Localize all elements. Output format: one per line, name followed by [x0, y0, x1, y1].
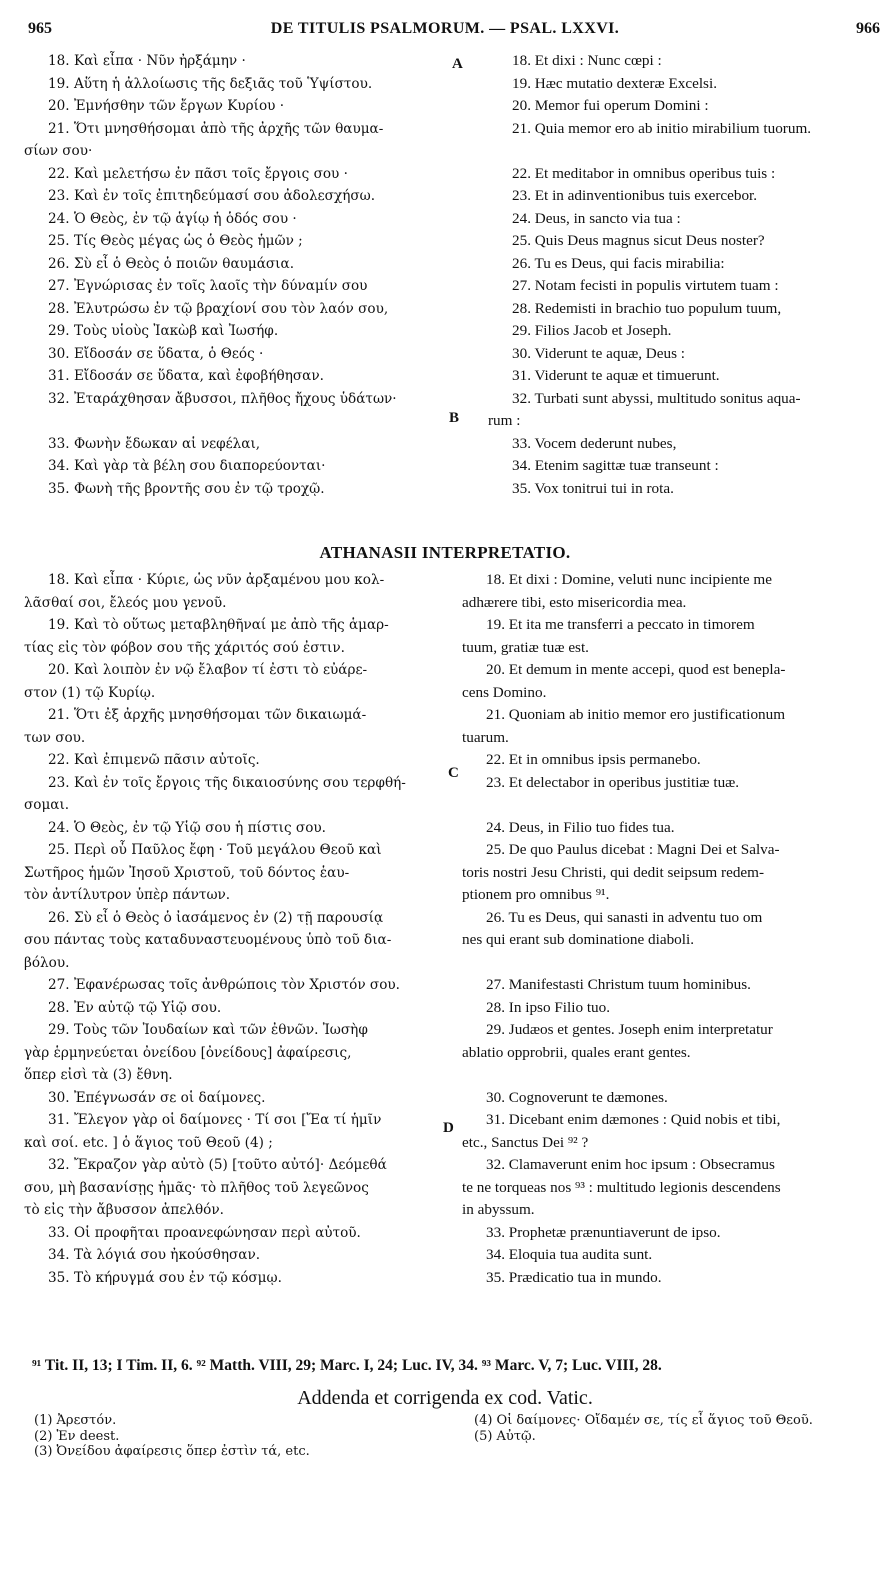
addenda-title: Addenda et corrigenda ex cod. Vatic.	[297, 1387, 593, 1409]
text-line: 34. Τὰ λόγιά σου ἠκούσθησαν.	[48, 1247, 261, 1263]
page-number-right: 966	[856, 20, 880, 37]
text-line: 19. Αὕτη ἡ ἀλλοίωσις τῆς δεξιᾶς τοῦ Ὑψίστου.	[48, 75, 373, 92]
text-line: τὸ εἰς τὴν ἄβυσσον ἀπελθόν.	[24, 1202, 224, 1218]
text-line: 34. Καὶ γὰρ τὰ βέλη σου διαπορεύονται·	[48, 458, 326, 474]
text-line: 23. Et delectabor in operibus justitiæ tuæ.	[486, 773, 740, 791]
text-line: 18. Et dixi : Domine, veluti nunc incipiente me	[486, 571, 772, 588]
section-title: ATHANASII INTERPRETATIO.	[319, 543, 571, 562]
running-header	[0, 20, 890, 42]
text-line: 24. Ὁ Θεὸς, ἐν τῷ ἁγίῳ ἡ ὁδός σου ·	[48, 210, 297, 227]
text-line: 35. Φωνὴ τῆς βροντῆς σου ἐν τῷ τροχῷ.	[48, 480, 325, 497]
addenda-item: (1) Ἀρεστόν.	[34, 1413, 117, 1428]
text-line: 21. Ὅτι ἐξ ἀρχῆς μνησθήσομαι τῶν δικαιωμά-	[48, 707, 367, 723]
text-line: 25. Quis Deus magnus sicut Deus noster?	[512, 232, 765, 249]
text-line: 27. Manifestasti Christum tuum hominibus.	[486, 976, 751, 993]
text-line	[462, 1064, 882, 1087]
text-line: ptionem pro omnibus ⁹¹.	[462, 886, 610, 903]
text-line: 33. Vocem dederunt nubes,	[512, 434, 677, 452]
text-line: in abyssum.	[462, 1201, 535, 1218]
running-title: DE TITULIS PSALMORUM. — PSAL. LXXVI.	[270, 20, 620, 37]
text-line: 26. Σὺ εἶ ὁ Θεὸς ὁ ἰασάμενος ἐν (2) τῇ παρουσίᾳ	[48, 909, 384, 926]
text-line: 23. Et in adinventionibus tuis exercebor.	[512, 187, 758, 204]
interpretation-greek-column	[24, 569, 454, 1289]
text-line: 19. Καὶ τὸ οὕτως μεταβληθῆναί με ἀπὸ τῆς ἁμαρ-	[48, 617, 389, 633]
psalm-latin-column	[488, 50, 883, 500]
text-line	[24, 410, 454, 433]
text-line: 24. Deus, in Filio tuo fides tua.	[486, 818, 675, 836]
text-line: 35. Prædicatio tua in mundo.	[486, 1268, 662, 1286]
text-line: 32. Turbati sunt abyssi, multitudo sonitus aqua-	[512, 389, 801, 407]
interpretation-latin-column	[462, 569, 882, 1289]
text-line: καὶ σοί. etc. ] ὁ ἅγιος τοῦ Θεοῦ (4) ;	[24, 1134, 273, 1151]
text-line: γὰρ ἑρμηνεύεται ὀνείδου [ὀνείδους] ἀφαίρεσις,	[24, 1044, 352, 1061]
text-line: 20. Ἐμνήσθην τῶν ἔργων Κυρίου ·	[48, 98, 285, 114]
text-line: λᾶσθαί σοι, ἔλεός μου γενοῦ.	[24, 594, 227, 611]
text-line: 23. Καὶ ἐν τοῖς ἐπιτηδεύμασί σου ἀδολεσχήσω.	[48, 188, 376, 204]
addenda-item: (2) Ἐν deest.	[34, 1428, 120, 1444]
text-line: te ne torqueas nos ⁹³ : multitudo legionis descendens	[462, 1178, 781, 1196]
text-line: 32. Ἐταράχθησαν ἄβυσσοι, πλῆθος ἤχους ὑδάτων·	[48, 390, 397, 407]
text-line: 28. Ἐν αὐτῷ τῷ Υἱῷ σου.	[48, 999, 222, 1016]
text-line: 26. Tu es Deus, qui facis mirabilia:	[512, 254, 725, 272]
text-line	[462, 794, 882, 817]
text-line: 31. Εἴδοσάν σε ὕδατα, καὶ ἐφοβήθησαν.	[48, 368, 324, 384]
addenda-right	[474, 1413, 813, 1444]
text-line: rum :	[488, 412, 521, 429]
text-line: 24. Deus, in sancto via tua :	[512, 209, 681, 227]
text-line: nes qui erant sub dominatione diaboli.	[462, 931, 694, 948]
text-line: 35. Τὸ κήρυγμά σου ἐν τῷ κόσμῳ.	[48, 1269, 282, 1286]
text-line: 21. Quia memor ero ab initio mirabilium tuorum.	[512, 119, 812, 137]
text-line: 33. Οἱ προφῆται προανεφώνησαν περὶ αὐτοῦ.	[48, 1224, 361, 1241]
text-line	[488, 140, 883, 163]
text-line: 30. Cognoverunt te dæmones.	[486, 1088, 668, 1106]
text-line: ablatio opprobrii, quales erant gentes.	[462, 1043, 691, 1061]
text-line: 33. Φωνὴν ἔδωκαν αἱ νεφέλαι,	[48, 435, 261, 452]
addenda-item: (4) Οἱ δαίμονες· Οἴδαμέν σε, τίς εἶ ἅγιος τοῦ Θεοῦ.	[474, 1413, 813, 1428]
text-line: 28. Ἐλυτρώσω ἐν τῷ βραχίονί σου τὸν λαόν σου,	[48, 300, 389, 317]
text-line: 29. Τοὺς υἱοὺς Ἰακὼβ καὶ Ἰωσήφ.	[48, 323, 279, 339]
footnote: ⁹¹ Tit. II, 13; I Tim. II, 6. ⁹² Matth. VIII, 29; Marc. I, 24; Luc. IV, 34. ⁹³ Marc. V, 7; Luc. VIII, 28.	[32, 1357, 662, 1374]
text-line: adhærere tibi, esto misericordia mea.	[462, 593, 687, 611]
text-line: 30. Viderunt te aquæ, Deus :	[512, 344, 686, 362]
text-line: 32. Clamaverunt enim hoc ipsum : Obsecramus	[486, 1156, 775, 1173]
text-line: σου, μὴ βασανίσῃς ἡμᾶς· τὸ πλῆθος τοῦ λεγεῶνος	[24, 1179, 369, 1196]
text-line: 26. Σὺ εἶ ὁ Θεὸς ὁ ποιῶν θαυμάσια.	[48, 255, 295, 272]
text-line: 27. Notam fecisti in populis virtutem tuam :	[512, 277, 779, 294]
text-line: 31. Dicebant enim dæmones : Quid nobis et tibi,	[486, 1111, 781, 1128]
text-line: 33. Prophetæ prænuntiaverunt de ipso.	[486, 1223, 721, 1241]
text-line: 29. Judæos et gentes. Joseph enim interpretatur	[486, 1021, 773, 1038]
text-line: 22. Καὶ ἐπιμενῶ πᾶσιν αὐτοῖς.	[48, 752, 260, 768]
text-line: 29. Τοὺς τῶν Ἰουδαίων καὶ τῶν ἐθνῶν. Ἰωσὴφ	[48, 1022, 368, 1038]
text-line: 19. Hæc mutatio dexteræ Excelsi.	[512, 74, 717, 92]
text-line: τὸν ἀντίλυτρον ὑπὲρ πάντων.	[24, 887, 231, 903]
text-line: 20. Καὶ λοιπὸν ἐν νῷ ἔλαβον τί ἐστι τὸ εὐάρε-	[48, 662, 368, 678]
text-line: 26. Tu es Deus, qui sanasti in adventu tuo om	[486, 908, 763, 926]
text-line: 25. De quo Paulus dicebat : Magni Dei et Salva-	[486, 841, 780, 858]
text-line: toris nostri Jesu Christi, qui dedit seipsum redem-	[462, 863, 765, 881]
margin-letter-c: C	[448, 765, 459, 781]
text-line: cens Domino.	[462, 683, 547, 701]
text-line	[462, 952, 882, 975]
page-number-left: 965	[28, 20, 52, 37]
text-line: τίας εἰς τὸν φόβον σου τῆς χάριτός σού ἐστιν.	[24, 639, 345, 656]
text-line: 28. Redemisti in brachio tuo populum tuum,	[512, 299, 782, 317]
text-line: 21. Quoniam ab initio memor ero justificationum	[486, 706, 786, 723]
text-line: 28. In ipso Filio tuo.	[486, 998, 611, 1016]
text-line: 25. Τίς Θεὸς μέγας ὡς ὁ Θεὸς ἡμῶν ;	[48, 233, 303, 249]
text-line: 34. Etenim sagittæ tuæ transeunt :	[512, 457, 719, 474]
text-line: 32. Ἔκραζον γὰρ αὐτὸ (5) [τοῦτο αὐτό]· Δεόμεθά	[48, 1157, 387, 1173]
text-line: των σου.	[24, 729, 86, 746]
text-line: 22. Et meditabor in omnibus operibus tuis :	[512, 164, 776, 182]
text-line: σίων σου·	[24, 143, 93, 159]
addenda-item: (3) Ὀνείδου ἀφαίρεσις ὅπερ ἐστὶν τά, etc.	[34, 1444, 310, 1459]
text-line: σου πάντας τοὺς καταδυναστευομένους ὑπὸ τοῦ δια-	[24, 932, 392, 948]
text-line: 20. Et demum in mente accepi, quod est benepla-	[486, 661, 786, 678]
margin-letter-d: D	[443, 1120, 454, 1136]
text-line: 30. Ἐπέγνωσάν σε οἱ δαίμονες.	[48, 1089, 266, 1106]
text-line: 27. Ἐγνώρισας ἐν τοῖς λαοῖς τὴν δύναμίν σου	[48, 278, 368, 294]
addenda-left	[34, 1413, 310, 1460]
text-line: 18. Καὶ εἶπα · Κύριε, ὡς νῦν ἀρξαμένου μου κολ-	[48, 572, 385, 588]
addenda-item: (5) Αὐτῷ.	[474, 1428, 536, 1444]
text-line: tuum, gratiæ tuæ est.	[462, 638, 589, 656]
text-line: βόλου.	[24, 954, 70, 971]
text-line: 20. Memor fui operum Domini :	[512, 97, 709, 114]
psalm-greek-column	[24, 50, 454, 500]
text-line: 25. Περὶ οὗ Παῦλος ἔφη · Τοῦ μεγάλου Θεοῦ καὶ	[48, 842, 382, 858]
text-line: tuarum.	[462, 728, 509, 746]
text-line: 18. Et dixi : Nunc cœpi :	[512, 52, 662, 69]
text-line: 31. Ἔλεγον γὰρ οἱ δαίμονες · Τί σοι [Ἔα τί ἡμῖν	[48, 1112, 382, 1128]
text-line: 35. Vox tonitrui tui in rota.	[512, 479, 674, 497]
text-line: 34. Eloquia tua audita sunt.	[486, 1246, 653, 1263]
text-line: 30. Εἴδοσάν σε ὕδατα, ὁ Θεός ·	[48, 345, 264, 362]
text-line: σομαι.	[24, 797, 70, 813]
text-line: etc., Sanctus Dei ⁹² ?	[462, 1133, 589, 1151]
text-line: 19. Et ita me transferri a peccato in timorem	[486, 616, 755, 633]
text-line: 29. Filios Jacob et Joseph.	[512, 322, 672, 339]
margin-letter-b: B	[449, 410, 460, 426]
margin-letter-a: A	[452, 56, 463, 72]
text-line: 22. Καὶ μελετήσω ἐν πᾶσι τοῖς ἔργοις σου ·	[48, 165, 348, 182]
text-line: 21. Ὅτι μνησθήσομαι ἀπὸ τῆς ἀρχῆς τῶν θαυμα-	[48, 120, 384, 137]
text-line: Σωτῆρος ἡμῶν Ἰησοῦ Χριστοῦ, τοῦ δόντος ἑαυ-	[24, 864, 350, 881]
text-line: ὅπερ εἰσὶ τὰ (3) ἔθνη.	[24, 1067, 173, 1083]
text-line: 24. Ὁ Θεὸς, ἐν τῷ Υἱῷ σου ἡ πίστις σου.	[48, 819, 326, 836]
text-line: 27. Ἐφανέρωσας τοῖς ἀνθρώποις τὸν Χριστόν σου.	[48, 977, 400, 993]
text-line: 22. Et in omnibus ipsis permanebo.	[486, 751, 701, 768]
text-line: στον (1) τῷ Κυρίῳ.	[24, 684, 156, 701]
text-line: 18. Καὶ εἶπα · Νῦν ἠρξάμην ·	[48, 53, 246, 69]
text-line: 31. Viderunt te aquæ et timuerunt.	[512, 367, 720, 384]
text-line: 23. Καὶ ἐν τοῖς ἔργοις τῆς δικαιοσύνης σου τερφθή-	[48, 774, 406, 791]
